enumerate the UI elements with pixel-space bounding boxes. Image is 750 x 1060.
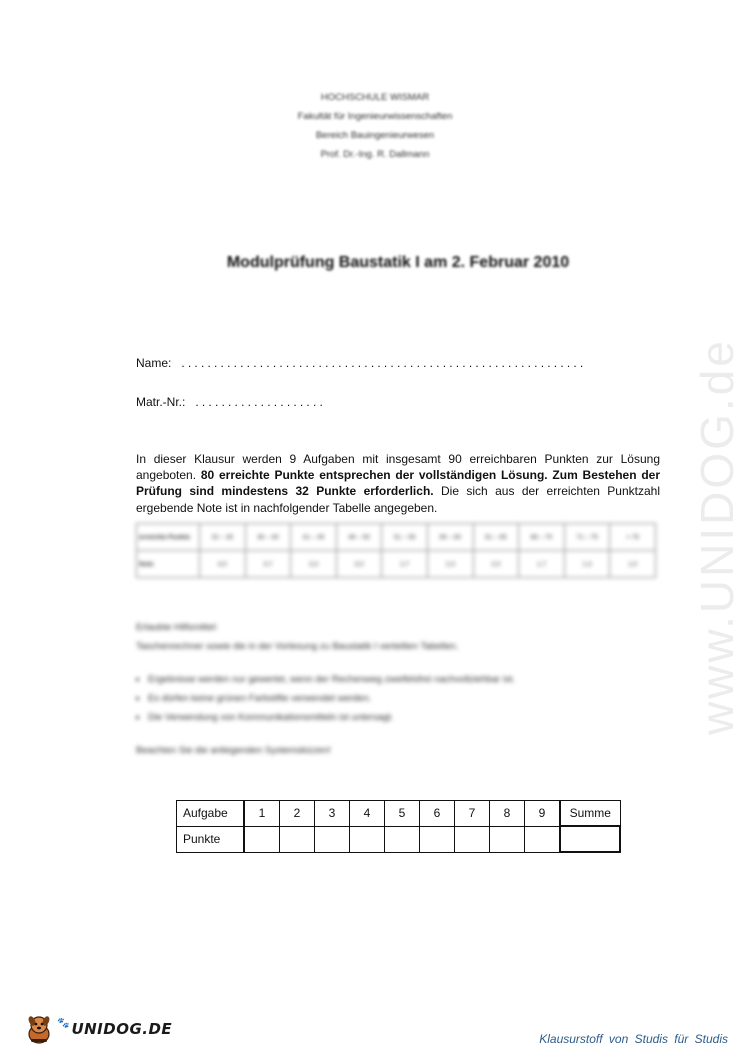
points-entry-cell xyxy=(244,826,280,852)
task-number: 4 xyxy=(350,801,385,827)
watermark: www.UNIDOG.de xyxy=(691,338,743,735)
unidog-logo xyxy=(22,1012,172,1046)
institution-header xyxy=(0,88,750,164)
task-number: 7 xyxy=(455,801,490,827)
intro-text: In dieser Klausur werden 9 Aufgaben mit insgesamt 90 erreichbaren Punkten zur Lösung angeboten. xyxy=(136,452,660,483)
intro-text-end: Die sich aus der erreichten Punktzahl ergebende Note ist in nachfolgender Tabelle angegeben. xyxy=(136,484,660,515)
grade-cell: 2,7 xyxy=(382,551,428,578)
header-line: Fakultät für Ingenieurwissenschaften xyxy=(297,111,453,122)
points-cell: 32 – 35 xyxy=(200,524,246,551)
rules-list xyxy=(136,670,660,727)
grade-cell: 1,7 xyxy=(519,551,565,578)
rules-list-item: • Ergebnisse werden nur gewertet, wenn der Rechenweg zweifelsfrei nachvollziehbar ist. xyxy=(148,670,660,689)
points-cell: 41 – 45 xyxy=(291,524,337,551)
points-cell: 46 – 50 xyxy=(336,524,382,551)
intro-bold-text: 80 erreichte Punkte entsprechen der vollständigen Lösung. Zum Bestehen der Prüfung sind mindestens 32 Punkte erforderlich. xyxy=(136,468,661,499)
task-number: 9 xyxy=(525,801,561,827)
grade-cell: 4,0 xyxy=(200,551,246,578)
points-cell: > 75 xyxy=(610,524,656,551)
aids-heading: Erlaubte Hilfsmittel: xyxy=(136,622,218,633)
grade-row xyxy=(137,551,656,578)
name-field xyxy=(136,356,586,370)
task-row xyxy=(177,801,621,827)
name-label: Name: xyxy=(136,356,172,370)
footer-tagline: Klausurstoff von Studis für Studis xyxy=(539,1032,728,1046)
points-entry-cell xyxy=(525,826,561,852)
paw-icon: 🐾 xyxy=(57,1017,70,1029)
aids-text: Taschenrechner sowie die in der Vorlesung zu Baustatik I verteilten Tabellen. xyxy=(136,641,459,652)
grade-cell: 1,3 xyxy=(564,551,610,578)
points-entry-cell xyxy=(280,826,315,852)
points-cell: 71 – 75 xyxy=(564,524,610,551)
task-number: 8 xyxy=(490,801,525,827)
task-number: 3 xyxy=(315,801,350,827)
matr-label: Matr.-Nr.: xyxy=(136,395,186,409)
rules-list-item: • Es dürfen keine grünen Farbstifte verwendet werden. xyxy=(148,689,660,708)
sum-header: Summe xyxy=(560,801,620,827)
task-row-label: Aufgabe xyxy=(177,801,245,827)
points-entry-cell xyxy=(315,826,350,852)
logo-text: UNIDOG.DE xyxy=(71,1020,173,1038)
task-number: 1 xyxy=(244,801,280,827)
exam-title: Modulprüfung Baustatik I am 2. Februar 2010 xyxy=(226,254,570,271)
points-entry-cell xyxy=(420,826,455,852)
grade-cell: 3,7 xyxy=(245,551,291,578)
grade-cell: 3,3 xyxy=(291,551,337,578)
rules-list-item: • Die Verwendung von Kommunikationsmitteln ist untersagt. xyxy=(148,708,660,727)
intro-paragraph xyxy=(136,451,660,516)
header-line: Prof. Dr.-Ing. R. Dallmann xyxy=(320,149,430,160)
matr-dots: .................... xyxy=(195,395,327,409)
points-entry-cell xyxy=(350,826,385,852)
grade-cell: 3,0 xyxy=(336,551,382,578)
points-cell: 61 – 65 xyxy=(473,524,519,551)
sketch-note: Beachten Sie die anliegenden Systemskizzen! xyxy=(136,745,331,756)
grade-cell: 1,0 xyxy=(610,551,656,578)
points-entry-cell xyxy=(455,826,490,852)
grade-row-label: Note xyxy=(137,551,200,578)
header-line: Bereich Bauingenieurwesen xyxy=(315,130,435,141)
task-number: 2 xyxy=(280,801,315,827)
points-cell: 66 – 70 xyxy=(519,524,565,551)
points-cell: 51 – 55 xyxy=(382,524,428,551)
grade-table xyxy=(136,523,656,578)
points-row xyxy=(137,524,656,551)
points-cell: 56 – 60 xyxy=(427,524,473,551)
grade-cell: 2,0 xyxy=(473,551,519,578)
grade-cell: 2,3 xyxy=(427,551,473,578)
points-row-label: erreichte Punkte xyxy=(137,524,200,551)
name-dots: .............................................................. xyxy=(181,356,587,370)
header-line: HOCHSCHULE WISMAR xyxy=(320,92,430,103)
score-table xyxy=(176,800,621,853)
points-entry-cell xyxy=(490,826,525,852)
points-cell: 36 – 40 xyxy=(245,524,291,551)
points-entry-row xyxy=(177,826,621,852)
dog-mascot-icon xyxy=(22,1012,56,1046)
allowed-aids-section xyxy=(136,618,660,760)
task-number: 6 xyxy=(420,801,455,827)
points-entry-cell xyxy=(385,826,420,852)
sum-entry-cell xyxy=(560,826,620,852)
points-entry-label: Punkte xyxy=(177,826,245,852)
task-number: 5 xyxy=(385,801,420,827)
matr-field xyxy=(136,395,326,409)
